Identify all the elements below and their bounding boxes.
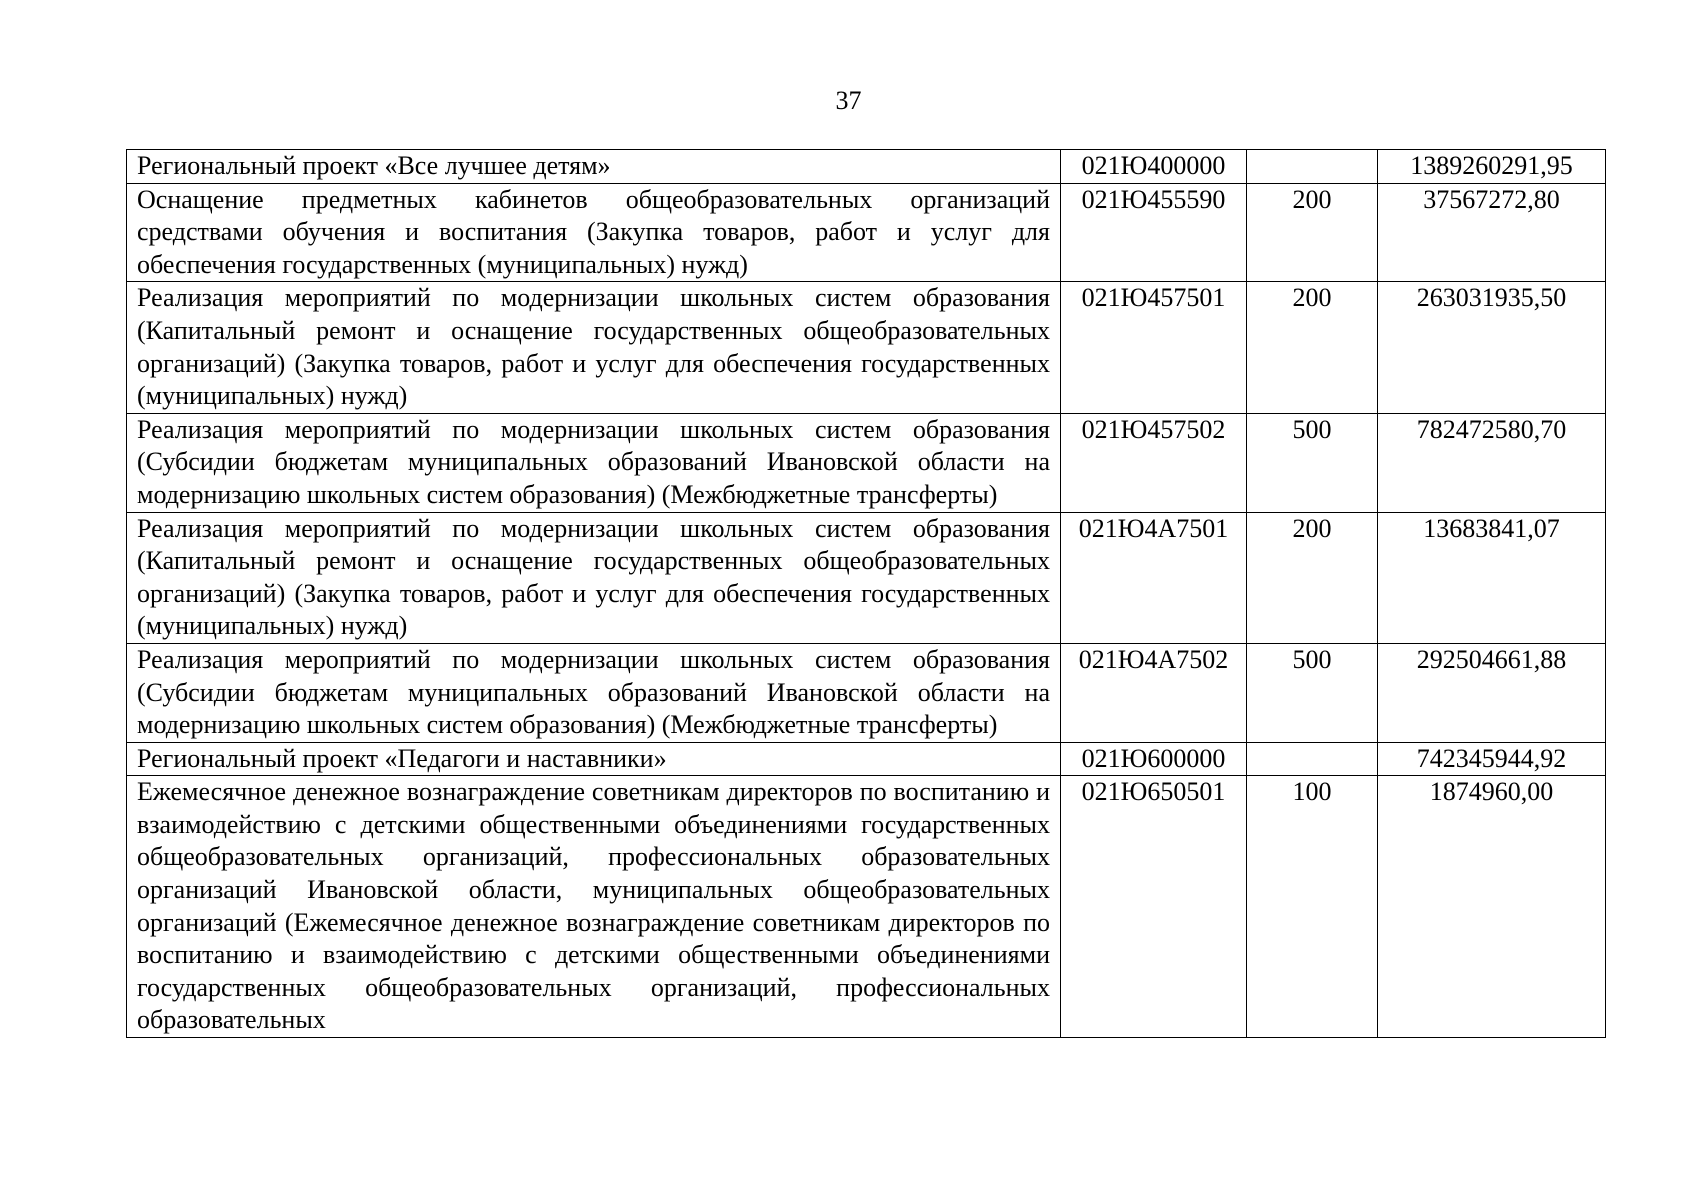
row-code: 021Ю455590 — [1061, 183, 1247, 282]
row-name: Реализация мероприятий по модернизации школьных систем образования (Субсидии бюджетам муниципальных образований Ивановской области на модернизацию школьных систем образования) (Межбюджетные трансферты) — [127, 413, 1061, 512]
table-row — [127, 183, 1606, 282]
row-amount: 13683841,07 — [1378, 512, 1606, 643]
row-expense-type: 500 — [1247, 413, 1378, 512]
row-name: Ежемесячное денежное вознаграждение советникам директоров по воспитанию и взаимодействию с детскими общественными объединениями государственных общеобразовательных организаций, профессиональных образовательных организаций Ивановской области, муниципальных общеобразовательных организаций (Ежемесячное денежное вознаграждение советникам директоров по воспитанию и взаимодействию с детскими общественными объединениями государственных общеобразовательных организаций, профессиональных образовательных — [127, 776, 1061, 1038]
row-expense-type: 200 — [1247, 512, 1378, 643]
row-amount: 1874960,00 — [1378, 776, 1606, 1038]
row-code: 021Ю400000 — [1061, 150, 1247, 184]
row-name: Реализация мероприятий по модернизации школьных систем образования (Субсидии бюджетам муниципальных образований Ивановской области на модернизацию школьных систем образования) (Межбюджетные трансферты) — [127, 643, 1061, 742]
row-name: Реализация мероприятий по модернизации школьных систем образования (Капитальный ремонт и оснащение государственных общеобразовательных организаций) (Закупка товаров, работ и услуг для обеспечения государственных (муниципальных) нужд) — [127, 512, 1061, 643]
row-amount: 782472580,70 — [1378, 413, 1606, 512]
row-amount: 1389260291,95 — [1378, 150, 1606, 184]
row-amount: 742345944,92 — [1378, 742, 1606, 776]
page-number: 37 — [835, 86, 862, 115]
row-expense-type — [1247, 742, 1378, 776]
row-name: Региональный проект «Педагоги и наставники» — [127, 742, 1061, 776]
table-row — [127, 150, 1606, 184]
row-expense-type: 200 — [1247, 183, 1378, 282]
row-code: 021Ю4А7501 — [1061, 512, 1247, 643]
budget-table — [126, 149, 1606, 1038]
table-row — [127, 413, 1606, 512]
table-row — [127, 776, 1606, 1038]
row-name: Оснащение предметных кабинетов общеобразовательных организаций средствами обучения и воспитания (Закупка товаров, работ и услуг для обеспечения государственных (муниципальных) нужд) — [127, 183, 1061, 282]
row-code: 021Ю600000 — [1061, 742, 1247, 776]
row-name: Региональный проект «Все лучшее детям» — [127, 150, 1061, 184]
row-name: Реализация мероприятий по модернизации школьных систем образования (Капитальный ремонт и оснащение государственных общеобразовательных организаций) (Закупка товаров, работ и услуг для обеспечения государственных (муниципальных) нужд) — [127, 282, 1061, 413]
table-row — [127, 512, 1606, 643]
table-row — [127, 643, 1606, 742]
row-code: 021Ю457501 — [1061, 282, 1247, 413]
row-expense-type — [1247, 150, 1378, 184]
table-row — [127, 282, 1606, 413]
row-code: 021Ю4А7502 — [1061, 643, 1247, 742]
row-expense-type: 200 — [1247, 282, 1378, 413]
row-amount: 263031935,50 — [1378, 282, 1606, 413]
row-amount: 37567272,80 — [1378, 183, 1606, 282]
row-expense-type: 100 — [1247, 776, 1378, 1038]
row-code: 021Ю457502 — [1061, 413, 1247, 512]
table-row — [127, 742, 1606, 776]
row-code: 021Ю650501 — [1061, 776, 1247, 1038]
row-expense-type: 500 — [1247, 643, 1378, 742]
row-amount: 292504661,88 — [1378, 643, 1606, 742]
